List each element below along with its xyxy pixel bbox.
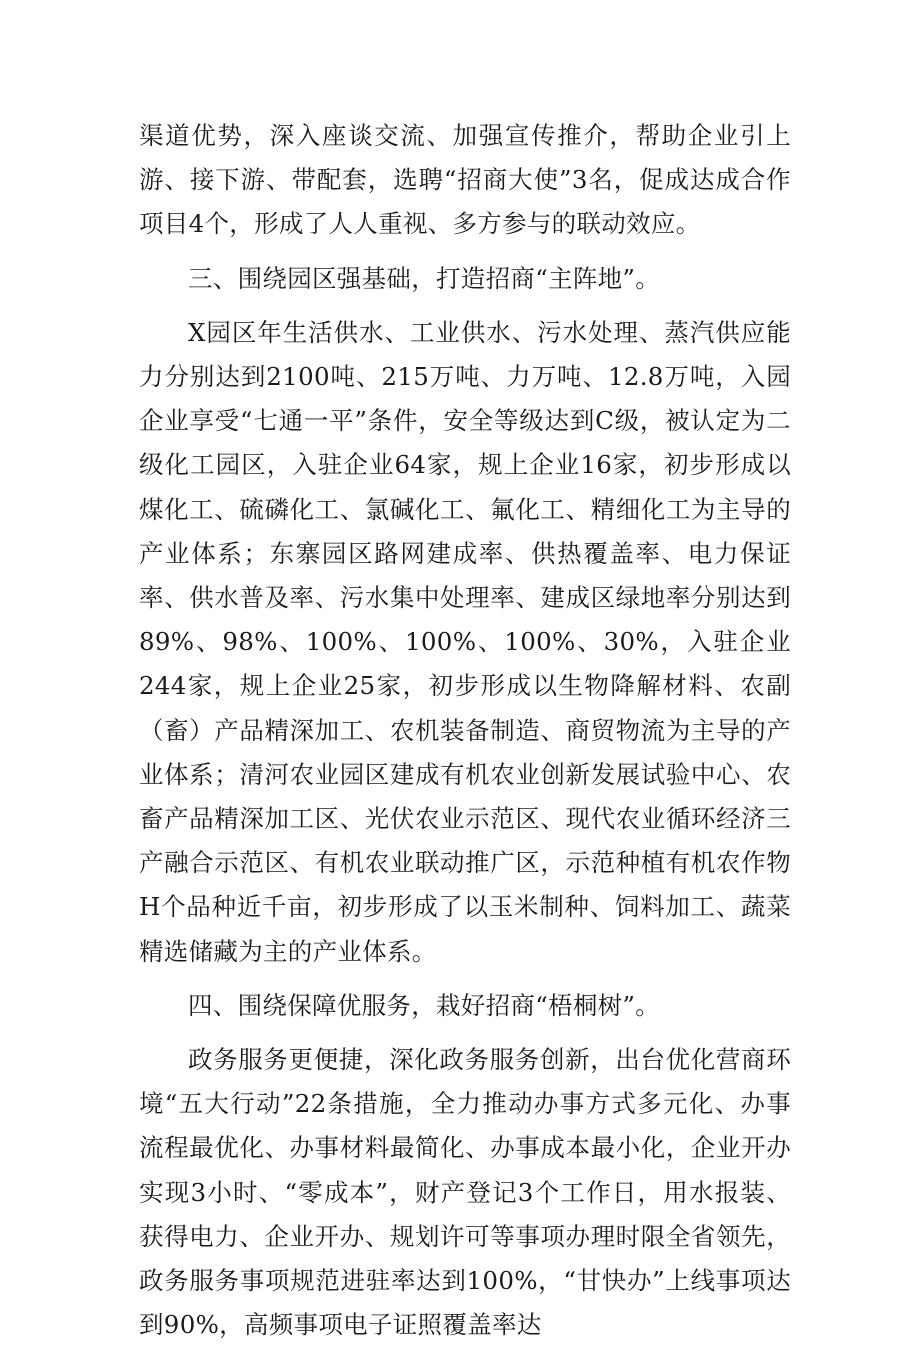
paragraph-continuation: 渠道优势，深入座谈交流、加强宣传推介，帮助企业引上游、接下游、带配套，选聘“招商大使”3名，促成达成合作项目4个，形成了人人重视、多方参与的联动效应。 (139, 121, 791, 239)
section-heading-three: 三、围绕园区强基础，打造招商“主阵地”。 (188, 263, 661, 293)
paragraph-government-services: 政务服务更便捷，深化政务服务创新，出台优化营商环境“五大行动”22条措施，全力推动办事方式多元化、办事流程最优化、办事材料最简化、办事成本最小化，企业开办实现3小时、“零成本”，财产登记3个工作日，用水报装、获得电力、企业开办、规划许可等事项办理时限全省领先，政务服务事项规范进驻率达到100%，“甘快办”上线事项达到90%，高频事项电子证照覆盖率达 (139, 1045, 791, 1340)
paragraph-park-overview: X园区年生活供水、工业供水、污水处理、蒸汽供应能力分别达到2100吨、215万吨、力万吨、12.8万吨，入园企业享受“七通一平”条件，安全等级达到C级，被认定为二级化工园区，入驻企业64家，规上企业16家，初步形成以煤化工、硫磷化工、氯碱化工、氟化工、精细化工为主导的产业体系；东寨园区路网建成率、供热覆盖率、电力保证率、供水普及率、污水集中处理率、建成区绿地率分别达到89%、98%、100%、100%、100%、30%，入驻企业244家，规上企业25家，初步形成以生物降解材料、农副（畜）产品精深加工、农机装备制造、商贸物流为主导的产业体系；清河农业园区建成有机农业创新发展试验中心、农畜产品精深加工区、光伏农业示范区、现代农业循环经济三产融合示范区、有机农业联动推广区，示范种植有机农作物H个品种近千亩，初步形成了以玉米制种、饲料加工、蔬菜精选储藏为主的产业体系。 (139, 317, 791, 966)
document-body (139, 114, 791, 1357)
section-heading-four: 四、围绕保障优服务，栽好招商“梧桐树”。 (188, 990, 661, 1020)
